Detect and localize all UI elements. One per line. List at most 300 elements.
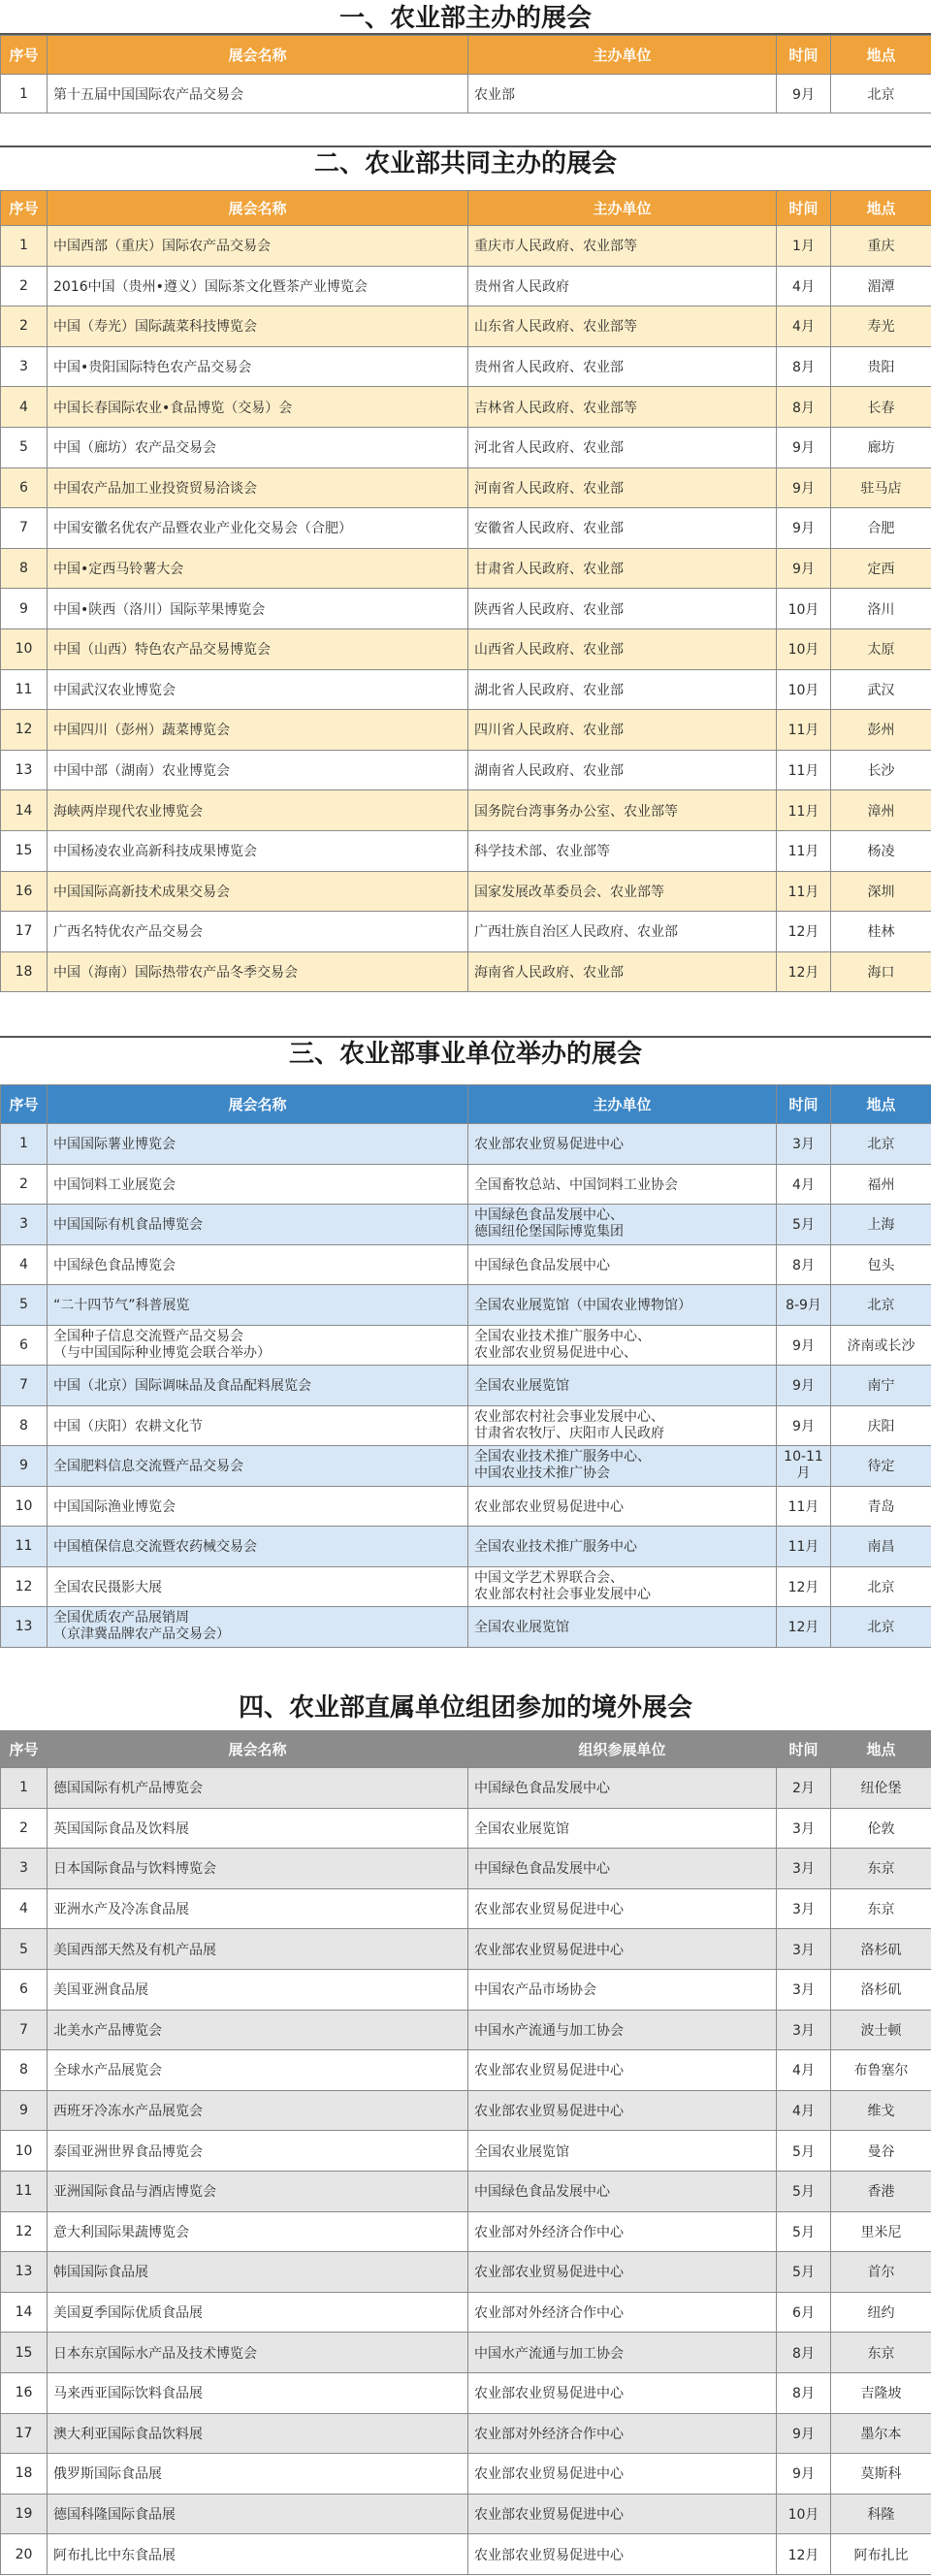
cell-time: 10月 <box>777 2494 831 2534</box>
table-row <box>1 2292 931 2333</box>
header-name: 展会名称 <box>48 36 468 75</box>
table-row <box>1 266 931 306</box>
cell-time: 5月 <box>777 1205 831 1245</box>
cell-name: 阿布扎比中东食品展 <box>48 2534 468 2575</box>
cell-place: 漳州 <box>831 790 931 831</box>
cell-host: 国务院台湾事务办公室、农业部等 <box>468 790 777 831</box>
cell-time: 8月 <box>777 346 831 387</box>
cell-no: 12 <box>1 2211 48 2252</box>
cell-no: 15 <box>1 2333 48 2373</box>
cell-place: 墨尔本 <box>831 2413 931 2454</box>
cell-place: 南宁 <box>831 1366 931 1406</box>
cell-time: 9月 <box>777 508 831 549</box>
cell-place: 武汉 <box>831 669 931 710</box>
table-row <box>1 1486 931 1527</box>
header-place: 地点 <box>831 36 931 75</box>
cell-host: 农业部对外经济合作中心 <box>468 2292 777 2333</box>
cell-no: 13 <box>1 2252 48 2293</box>
cell-name: 中国国际高新技术成果交易会 <box>48 871 468 912</box>
cell-time: 11月 <box>777 750 831 790</box>
table-row <box>1 548 931 589</box>
table-row <box>1 2171 931 2211</box>
table-row <box>1 2372 931 2413</box>
table-row <box>1 226 931 267</box>
cell-place: 阿布扎比 <box>831 2534 931 2575</box>
cell-place: 里米尼 <box>831 2211 931 2252</box>
table-row <box>1 508 931 549</box>
cell-name: 中国国际有机食品博览会 <box>48 1205 468 1245</box>
table-row <box>1 628 931 669</box>
cell-no: 4 <box>1 1244 48 1285</box>
table-row <box>1 790 931 831</box>
cell-host: 国家发展改革委员会、农业部等 <box>468 871 777 912</box>
cell-no: 3 <box>1 1849 48 1889</box>
cell-place: 长春 <box>831 387 931 428</box>
cell-name: 中国•陕西（洛川）国际苹果博览会 <box>48 589 468 629</box>
cell-host: 中国水产流通与加工协会 <box>468 2333 777 2373</box>
cell-name: 中国中部（湖南）农业博览会 <box>48 750 468 790</box>
section-4-table <box>0 1730 931 2575</box>
cell-place: 纽约 <box>831 2292 931 2333</box>
cell-no: 20 <box>1 2534 48 2575</box>
cell-no: 12 <box>1 1566 48 1607</box>
cell-host: 全国畜牧总站、中国饲料工业协会 <box>468 1164 777 1205</box>
cell-name: “二十四节气”科普展览 <box>48 1285 468 1326</box>
cell-time: 11月 <box>777 1527 831 1567</box>
cell-name: 中国（山西）特色农产品交易博览会 <box>48 628 468 669</box>
cell-time: 11月 <box>777 1486 831 1527</box>
cell-time: 12月 <box>777 951 831 992</box>
cell-host: 湖南省人民政府、农业部 <box>468 750 777 790</box>
cell-no: 8 <box>1 2050 48 2091</box>
cell-name: 中国国际薯业博览会 <box>48 1124 468 1165</box>
cell-time: 6月 <box>777 2292 831 2333</box>
cell-no: 4 <box>1 1888 48 1929</box>
section-4-title: 四、农业部直属单位组团参加的境外展会 <box>238 1693 692 1723</box>
table-row <box>1 2413 931 2454</box>
cell-name: 中国绿色食品博览会 <box>48 1244 468 1285</box>
header-time: 时间 <box>777 1731 831 1768</box>
header-host: 主办单位 <box>468 1085 777 1124</box>
table-row <box>1 346 931 387</box>
cell-name: 德国国际有机产品博览会 <box>48 1768 468 1809</box>
cell-place: 包头 <box>831 1244 931 1285</box>
cell-place: 合肥 <box>831 508 931 549</box>
cell-no: 15 <box>1 830 48 871</box>
cell-no: 2 <box>1 266 48 306</box>
cell-no: 16 <box>1 871 48 912</box>
header-org: 组织参展单位 <box>468 1731 777 1768</box>
cell-name: 中国饲料工业展览会 <box>48 1164 468 1205</box>
cell-time: 9月 <box>777 1325 831 1366</box>
cell-place: 太原 <box>831 628 931 669</box>
cell-no: 4 <box>1 387 48 428</box>
cell-place: 洛杉矶 <box>831 1969 931 2010</box>
cell-no: 7 <box>1 1366 48 1406</box>
header-no: 序号 <box>1 1085 48 1124</box>
cell-place: 重庆 <box>831 226 931 267</box>
cell-time: 11月 <box>777 830 831 871</box>
table-row <box>1 1124 931 1165</box>
cell-time: 8-9月 <box>777 1285 831 1326</box>
header-host: 主办单位 <box>468 191 777 226</box>
table-row <box>1 1929 931 1970</box>
section-1-title: 一、农业部主办的展会 <box>338 4 592 33</box>
cell-host: 农业部农业贸易促进中心 <box>468 1929 777 1970</box>
cell-name: 中国（廊坊）农产品交易会 <box>48 427 468 467</box>
header-no: 序号 <box>1 1731 48 1768</box>
cell-place: 湄潭 <box>831 266 931 306</box>
header-time: 时间 <box>777 191 831 226</box>
cell-host: 农业部农业贸易促进中心 <box>468 2252 777 2293</box>
cell-time: 10月 <box>777 589 831 629</box>
cell-host: 农业部农业贸易促进中心 <box>468 2454 777 2495</box>
section-3-title: 三、农业部事业单位举办的展会 <box>288 1040 642 1069</box>
cell-name: 中国（北京）国际调味品及食品配料展览会 <box>48 1366 468 1406</box>
cell-no: 11 <box>1 1527 48 1567</box>
cell-host: 中国农产品市场协会 <box>468 1969 777 2010</box>
cell-place: 纽伦堡 <box>831 1768 931 1809</box>
header-name: 展会名称 <box>48 191 468 226</box>
cell-time: 11月 <box>777 710 831 751</box>
cell-time: 3月 <box>777 1969 831 2010</box>
cell-name: 2016中国（贵州•遵义）国际茶文化暨茶产业博览会 <box>48 266 468 306</box>
cell-name: 北美水产品博览会 <box>48 2010 468 2050</box>
header-no: 序号 <box>1 191 48 226</box>
section-3-rule <box>0 1036 931 1038</box>
cell-place: 杨凌 <box>831 830 931 871</box>
table-row <box>1 1405 931 1446</box>
cell-time: 9月 <box>777 1366 831 1406</box>
table-row <box>1 1969 931 2010</box>
section-1-table <box>0 35 931 113</box>
cell-host: 农业部 <box>468 75 777 113</box>
cell-host: 河北省人民政府、农业部 <box>468 427 777 467</box>
cell-name: 中国•贵阳国际特色农产品交易会 <box>48 346 468 387</box>
cell-name: 全国种子信息交流暨产品交易会 （与中国国际种业博览会联合举办） <box>48 1325 468 1366</box>
cell-place: 上海 <box>831 1205 931 1245</box>
cell-place: 寿光 <box>831 306 931 347</box>
cell-no: 13 <box>1 1607 48 1648</box>
cell-host: 河南省人民政府、农业部 <box>468 467 777 508</box>
cell-place: 东京 <box>831 1888 931 1929</box>
cell-host: 农业部对外经济合作中心 <box>468 2413 777 2454</box>
cell-no: 18 <box>1 2454 48 2495</box>
cell-place: 东京 <box>831 2333 931 2373</box>
cell-time: 12月 <box>777 912 831 952</box>
cell-place: 东京 <box>831 1849 931 1889</box>
cell-name: 中国国际渔业博览会 <box>48 1486 468 1527</box>
cell-host: 贵州省人民政府 <box>468 266 777 306</box>
cell-place: 贵阳 <box>831 346 931 387</box>
cell-no: 10 <box>1 1486 48 1527</box>
cell-host: 海南省人民政府、农业部 <box>468 951 777 992</box>
cell-no: 10 <box>1 2131 48 2172</box>
table-row <box>1 2090 931 2131</box>
cell-host: 农业部农村社会事业发展中心、 甘肃省农牧厅、庆阳市人民政府 <box>468 1405 777 1446</box>
cell-no: 6 <box>1 467 48 508</box>
cell-time: 5月 <box>777 2131 831 2172</box>
table-row <box>1 1768 931 1809</box>
cell-place: 布鲁塞尔 <box>831 2050 931 2091</box>
cell-name: 美国西部天然及有机产品展 <box>48 1929 468 1970</box>
cell-name: 中国长春国际农业•食品博览（交易）会 <box>48 387 468 428</box>
cell-no: 12 <box>1 710 48 751</box>
header-no: 序号 <box>1 36 48 75</box>
cell-time: 10月 <box>777 669 831 710</box>
cell-name: 海峡两岸现代农业博览会 <box>48 790 468 831</box>
cell-name: 韩国国际食品展 <box>48 2252 468 2293</box>
cell-place: 北京 <box>831 1124 931 1165</box>
cell-time: 9月 <box>777 1405 831 1446</box>
cell-place: 长沙 <box>831 750 931 790</box>
table-row <box>1 2211 931 2252</box>
cell-place: 洛川 <box>831 589 931 629</box>
table-row <box>1 1888 931 1929</box>
cell-no: 9 <box>1 1446 48 1487</box>
header-time: 时间 <box>777 36 831 75</box>
cell-name: 日本东京国际水产品及技术博览会 <box>48 2333 468 2373</box>
cell-place: 待定 <box>831 1446 931 1487</box>
cell-no: 1 <box>1 226 48 267</box>
cell-name: 中国安徽名优农产品暨农业产业化交易会（合肥） <box>48 508 468 549</box>
cell-place: 维戈 <box>831 2090 931 2131</box>
cell-no: 11 <box>1 2171 48 2211</box>
cell-name: 澳大利亚国际食品饮料展 <box>48 2413 468 2454</box>
cell-name: 中国农产品加工业投资贸易洽谈会 <box>48 467 468 508</box>
cell-time: 10月 <box>777 628 831 669</box>
cell-host: 全国农业展览馆 <box>468 2131 777 2172</box>
cell-no: 2 <box>1 1164 48 1205</box>
cell-host: 陕西省人民政府、农业部 <box>468 589 777 629</box>
cell-place: 福州 <box>831 1164 931 1205</box>
cell-time: 8月 <box>777 387 831 428</box>
cell-name: 全国农民摄影大展 <box>48 1566 468 1607</box>
cell-time: 9月 <box>777 2454 831 2495</box>
cell-host: 全国农业展览馆 <box>468 1366 777 1406</box>
cell-time: 3月 <box>777 1808 831 1849</box>
cell-host: 全国农业技术推广服务中心、 农业部农业贸易促进中心、 <box>468 1325 777 1366</box>
cell-name: 广西名特优农产品交易会 <box>48 912 468 952</box>
cell-host: 中国绿色食品发展中心 <box>468 1849 777 1889</box>
table-row <box>1 2050 931 2091</box>
cell-no: 10 <box>1 628 48 669</box>
cell-name: 日本国际食品与饮料博览会 <box>48 1849 468 1889</box>
table-row <box>1 1446 931 1487</box>
cell-host: 甘肃省人民政府、农业部 <box>468 548 777 589</box>
cell-no: 3 <box>1 346 48 387</box>
cell-place: 定西 <box>831 548 931 589</box>
cell-name: 中国四川（彭州）蔬菜博览会 <box>48 710 468 751</box>
table-row <box>1 1285 931 1326</box>
table-row <box>1 912 931 952</box>
cell-time: 4月 <box>777 2090 831 2131</box>
cell-host: 安徽省人民政府、农业部 <box>468 508 777 549</box>
cell-no: 6 <box>1 1325 48 1366</box>
cell-no: 18 <box>1 951 48 992</box>
header-place: 地点 <box>831 1085 931 1124</box>
cell-host: 全国农业技术推广服务中心 <box>468 1527 777 1567</box>
cell-no: 6 <box>1 1969 48 2010</box>
header-host: 主办单位 <box>468 36 777 75</box>
cell-host: 全国农业技术推广服务中心、 中国农业技术推广协会 <box>468 1446 777 1487</box>
table-row <box>1 467 931 508</box>
cell-name: 亚洲国际食品与酒店博览会 <box>48 2171 468 2211</box>
cell-time: 8月 <box>777 1244 831 1285</box>
cell-no: 5 <box>1 1285 48 1326</box>
cell-no: 5 <box>1 1929 48 1970</box>
section-2-rule <box>0 145 931 147</box>
cell-name: 马来西亚国际饮料食品展 <box>48 2372 468 2413</box>
cell-place: 彭州 <box>831 710 931 751</box>
table-row <box>1 1325 931 1366</box>
table-row <box>1 830 931 871</box>
cell-time: 3月 <box>777 2010 831 2050</box>
cell-time: 4月 <box>777 2050 831 2091</box>
table-row <box>1 2010 931 2050</box>
section-2-title: 二、农业部共同主办的展会 <box>313 149 617 178</box>
cell-place: 济南或长沙 <box>831 1325 931 1366</box>
cell-no: 16 <box>1 2372 48 2413</box>
cell-time: 10-11 月 <box>777 1446 831 1487</box>
cell-time: 4月 <box>777 1164 831 1205</box>
cell-time: 12月 <box>777 1607 831 1648</box>
cell-time: 3月 <box>777 1888 831 1929</box>
cell-host: 全国农业展览馆 <box>468 1808 777 1849</box>
table-row <box>1 1607 931 1648</box>
cell-time: 8月 <box>777 2333 831 2373</box>
cell-time: 9月 <box>777 467 831 508</box>
cell-no: 1 <box>1 1124 48 1165</box>
cell-place: 青岛 <box>831 1486 931 1527</box>
cell-name: 全球水产品展览会 <box>48 2050 468 2091</box>
table-row <box>1 1849 931 1889</box>
cell-time: 5月 <box>777 2171 831 2211</box>
cell-host: 全国农业展览馆（中国农业博物馆） <box>468 1285 777 1326</box>
cell-name: 中国西部（重庆）国际农产品交易会 <box>48 226 468 267</box>
cell-place: 北京 <box>831 1566 931 1607</box>
section-3-table <box>0 1084 931 1648</box>
header-time: 时间 <box>777 1085 831 1124</box>
cell-name: 美国夏季国际优质食品展 <box>48 2292 468 2333</box>
cell-time: 9月 <box>777 2413 831 2454</box>
cell-no: 19 <box>1 2494 48 2534</box>
cell-no: 17 <box>1 912 48 952</box>
table-row <box>1 387 931 428</box>
cell-time: 9月 <box>777 427 831 467</box>
cell-place: 驻马店 <box>831 467 931 508</box>
cell-host: 重庆市人民政府、农业部等 <box>468 226 777 267</box>
cell-host: 全国农业展览馆 <box>468 1607 777 1648</box>
cell-time: 11月 <box>777 790 831 831</box>
table-row <box>1 2454 931 2495</box>
cell-name: 亚洲水产及冷冻食品展 <box>48 1888 468 1929</box>
table-row <box>1 1366 931 1406</box>
cell-no: 13 <box>1 750 48 790</box>
cell-name: 全国优质农产品展销周 （京津冀品牌农产品交易会） <box>48 1607 468 1648</box>
cell-name: 中国武汉农业博览会 <box>48 669 468 710</box>
cell-name: 中国（海南）国际热带农产品冬季交易会 <box>48 951 468 992</box>
cell-place: 海口 <box>831 951 931 992</box>
cell-place: 莫斯科 <box>831 2454 931 2495</box>
cell-host: 农业部对外经济合作中心 <box>468 2211 777 2252</box>
cell-host: 农业部农业贸易促进中心 <box>468 2090 777 2131</box>
cell-place: 南昌 <box>831 1527 931 1567</box>
table-row <box>1 2333 931 2373</box>
cell-place: 波士顿 <box>831 2010 931 2050</box>
cell-no: 14 <box>1 790 48 831</box>
cell-no: 11 <box>1 669 48 710</box>
cell-no: 8 <box>1 548 48 589</box>
cell-place: 曼谷 <box>831 2131 931 2172</box>
cell-time: 8月 <box>777 2372 831 2413</box>
cell-host: 中国绿色食品发展中心 <box>468 1244 777 1285</box>
cell-no: 7 <box>1 2010 48 2050</box>
cell-time: 9月 <box>777 75 831 113</box>
table-row <box>1 589 931 629</box>
cell-host: 科学技术部、农业部等 <box>468 830 777 871</box>
cell-no: 9 <box>1 2090 48 2131</box>
table-row <box>1 951 931 992</box>
table-row <box>1 1244 931 1285</box>
cell-host: 山西省人民政府、农业部 <box>468 628 777 669</box>
cell-no: 1 <box>1 1768 48 1809</box>
header-place: 地点 <box>831 191 931 226</box>
cell-no: 1 <box>1 75 48 113</box>
cell-host: 山东省人民政府、农业部等 <box>468 306 777 347</box>
cell-host: 湖北省人民政府、农业部 <box>468 669 777 710</box>
cell-time: 1月 <box>777 226 831 267</box>
table-row <box>1 750 931 790</box>
table-row <box>1 1566 931 1607</box>
cell-time: 5月 <box>777 2211 831 2252</box>
table-row <box>1 1205 931 1245</box>
cell-name: 中国植保信息交流暨农药械交易会 <box>48 1527 468 1567</box>
header-name: 展会名称 <box>48 1731 468 1768</box>
table-row <box>1 1164 931 1205</box>
cell-name: 中国（寿光）国际蔬菜科技博览会 <box>48 306 468 347</box>
table-row <box>1 2494 931 2534</box>
cell-name: 中国（庆阳）农耕文化节 <box>48 1405 468 1446</box>
cell-host: 农业部农业贸易促进中心 <box>468 2534 777 2575</box>
cell-name: 泰国亚洲世界食品博览会 <box>48 2131 468 2172</box>
cell-place: 北京 <box>831 1285 931 1326</box>
cell-name: 全国肥料信息交流暨产品交易会 <box>48 1446 468 1487</box>
cell-no: 8 <box>1 1405 48 1446</box>
cell-place: 廊坊 <box>831 427 931 467</box>
table-row <box>1 427 931 467</box>
cell-time: 4月 <box>777 266 831 306</box>
cell-no: 9 <box>1 589 48 629</box>
cell-place: 香港 <box>831 2171 931 2211</box>
cell-name: 西班牙冷冻水产品展览会 <box>48 2090 468 2131</box>
cell-place: 深圳 <box>831 871 931 912</box>
table-row <box>1 2131 931 2172</box>
cell-place: 桂林 <box>831 912 931 952</box>
cell-host: 中国绿色食品发展中心、 德国纽伦堡国际博览集团 <box>468 1205 777 1245</box>
cell-no: 2 <box>1 306 48 347</box>
cell-no: 14 <box>1 2292 48 2333</box>
cell-time: 3月 <box>777 1849 831 1889</box>
cell-host: 中国水产流通与加工协会 <box>468 2010 777 2050</box>
header-name: 展会名称 <box>48 1085 468 1124</box>
cell-host: 中国绿色食品发展中心 <box>468 1768 777 1809</box>
cell-place: 吉隆坡 <box>831 2372 931 2413</box>
cell-name: 德国科隆国际食品展 <box>48 2494 468 2534</box>
cell-time: 5月 <box>777 2252 831 2293</box>
cell-host: 吉林省人民政府、农业部等 <box>468 387 777 428</box>
cell-time: 12月 <box>777 2534 831 2575</box>
